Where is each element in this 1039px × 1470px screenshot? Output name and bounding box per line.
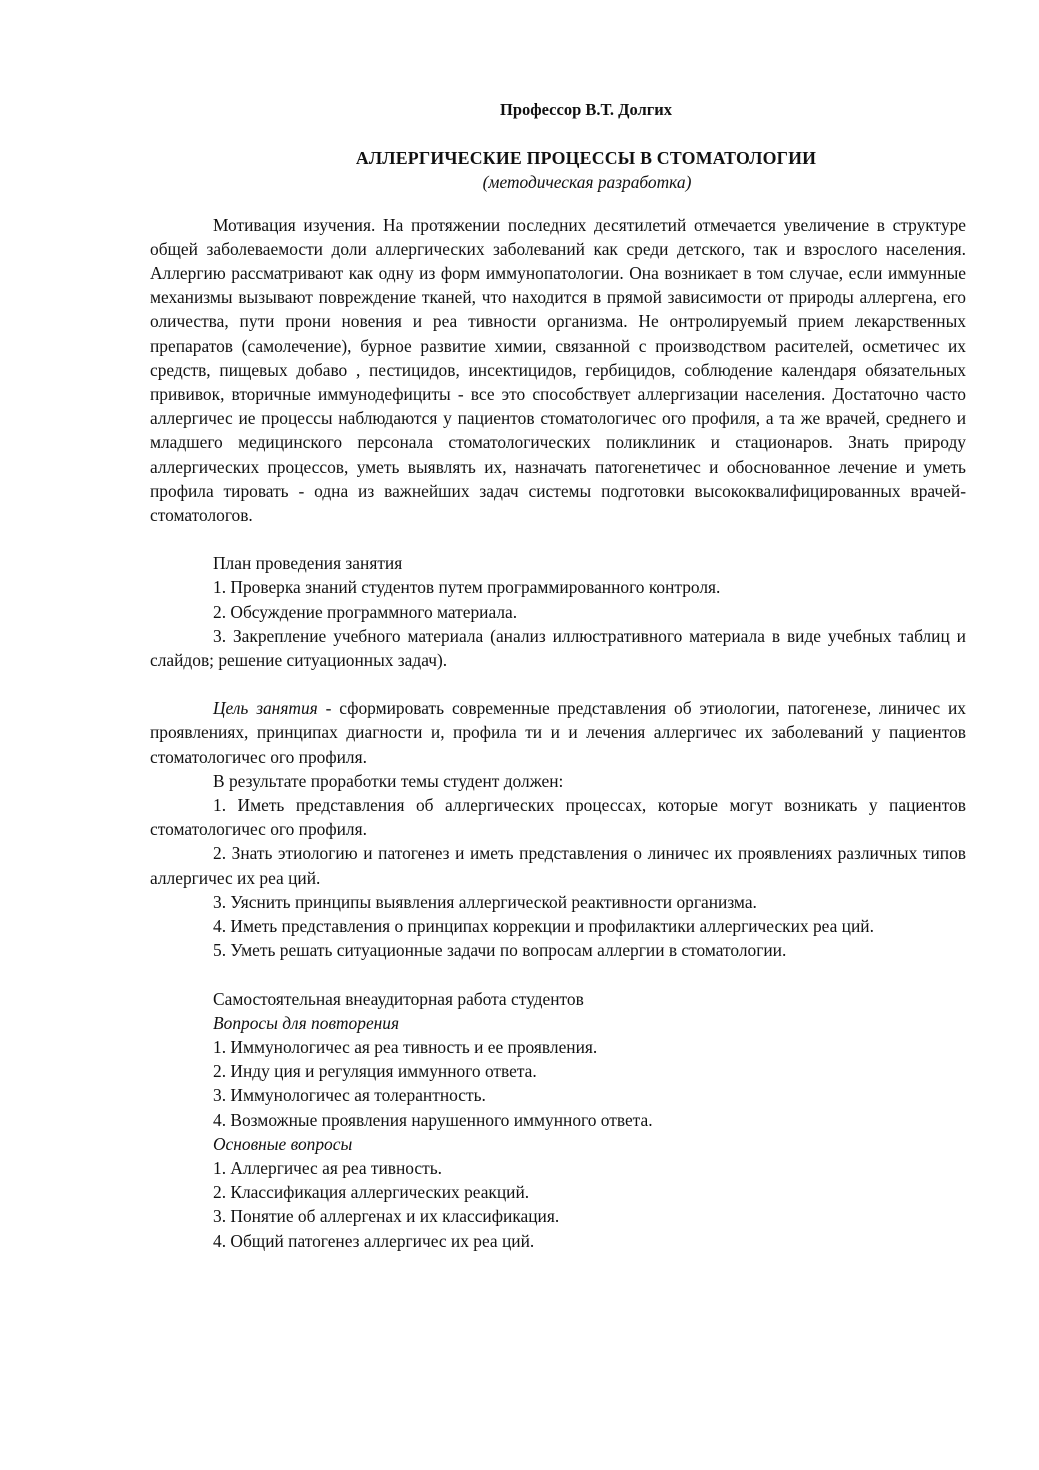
review-questions-heading: Вопросы для повторения (213, 1012, 400, 1033)
goal-label: Цель занятия (213, 698, 318, 719)
main-item-4: 4. Общий патогенез аллергичес их реа ций. (213, 1230, 535, 1251)
main-item-2: 2. Классификация аллергических реакций. (213, 1182, 530, 1203)
document-title: АЛЛЕРГИЧЕСКИЕ ПРОЦЕССЫ В СТОМАТОЛОГИИ (355, 148, 817, 169)
review-item-2: 2. Инду ция и регуляция иммунного ответа. (213, 1061, 537, 1082)
document-subtitle: (методическая разработка) (482, 172, 692, 193)
motivation-paragraph: Мотивация изучения. На протяжении последних десятилетий отмечается увеличение в структуре общей заболеваемости доли аллергических заболеваний как среди детского, так и взрослого населения. Аллергию рассматривают как одну из форм иммунопатологии. Она возникает в том случае, если иммунные механизмы вызывают повреждение тканей, что находится в прямой зависимости от природы аллергена, его оличества, пути прони новения и реа тивности организма. Не онтролируемый прием лекарственных препаратов (самолечение), бурное развитие химии, связанной с производством расителей, осметичес их средств, пищевых добаво , пестицидов, инсектицидов, гербицидов, соблюдение календаря обязательных прививок, вторичные иммунодефициты - все это способствует аллергизации населения. Достаточно часто аллергичес ие процессы наблюдаются у пациентов стоматологичес ого профиля, а та же врачей, среднего и младшего медицинского персонала стоматологических поликлиник и стационаров. Знать природу аллергических процессов, уметь выявлять их, назначать патогенетичес и обоснованное лечение и уметь профила тировать - одна из важнейших задач системы подготовки высококвалифицированных врачей-стоматологов. (150, 214, 966, 526)
review-item-4: 4. Возможные проявления нарушенного иммунного ответа. (213, 1109, 653, 1130)
author-line: Профессор В.Т. Долгих (499, 100, 673, 119)
goal-item-2: 2. Знать этиологию и патогенез и иметь представления о линичес их проявлениях различных типов аллергичес их реа ций. (150, 843, 966, 888)
review-item-3: 3. Иммунологичес ая толерантность. (213, 1085, 486, 1106)
plan-item-1: 1. Проверка знаний студентов путем программированного контроля. (213, 577, 721, 598)
goal-paragraph (150, 696, 966, 769)
plan-heading: План проведения занятия (213, 553, 403, 574)
goal-item-5: 5. Уметь решать ситуационные задачи по вопросам аллергии в стоматологии. (213, 940, 787, 961)
spacer (150, 527, 966, 551)
main-item-1: 1. Аллергичес ая реа тивность. (213, 1157, 443, 1178)
self-work-heading: Самостоятельная внеаудиторная работа студентов (213, 988, 584, 1009)
goal-item-3: 3. Уяснить принципы выявления аллергической реактивности организма. (213, 891, 757, 912)
spacer (150, 963, 966, 987)
plan-item-3: 3. Закрепление учебного материала (анализ иллюстративного материала в виде учебных таблиц и слайдов; решение ситуационных задач). (150, 625, 966, 671)
result-heading: В результате проработки темы студент должен: (213, 770, 564, 791)
main-item-3: 3. Понятие об аллергенах и их классификация. (213, 1206, 560, 1227)
plan-item-2: 2. Обсуждение программного материала. (213, 601, 518, 622)
document-page (150, 98, 966, 1253)
goal-item-1: 1. Иметь представления об аллергических процессах, которые могут возникать у пациентов стоматологичес ого профиля. (150, 795, 966, 840)
goal-text: - сформировать современные представления об этиологии, патогенезе, линичес их проявлениях, принципах диагности и, профила ти и и лечения аллергичес их заболеваний у пациентов стоматологичес ого профиля. (150, 698, 966, 767)
main-questions-heading: Основные вопросы (213, 1133, 353, 1154)
spacer (150, 672, 966, 696)
goal-item-4: 4. Иметь представления о принципах коррекции и профилактики аллергических реа ций. (213, 916, 874, 937)
review-item-1: 1. Иммунологичес ая реа тивность и ее проявления. (213, 1036, 598, 1057)
